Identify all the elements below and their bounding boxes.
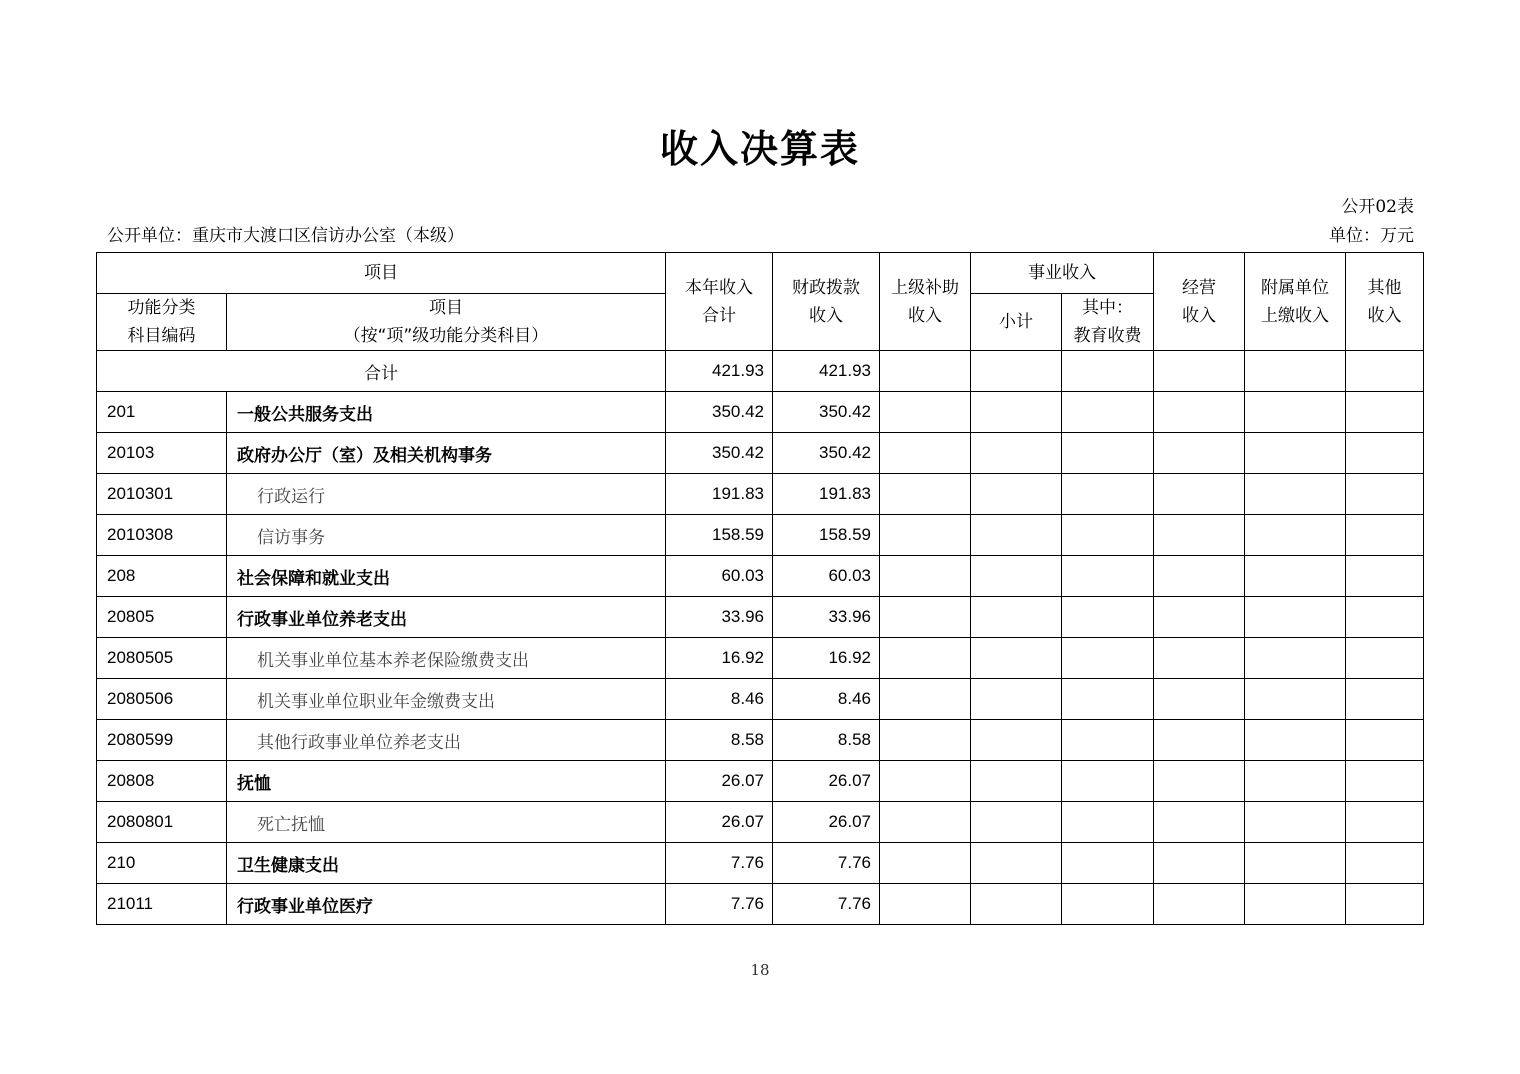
table-row <box>97 597 1424 638</box>
page-number: 18 <box>750 961 770 979</box>
row-code: 2080505 <box>97 638 227 679</box>
table-row <box>97 802 1424 843</box>
table-row <box>97 720 1424 761</box>
table-row <box>97 433 1424 474</box>
row-code: 2010308 <box>97 515 227 556</box>
row-name: 行政事业单位养老支出 <box>227 597 666 638</box>
row-code: 2080801 <box>97 802 227 843</box>
row-name: 机关事业单位基本养老保险缴费支出 <box>227 638 666 679</box>
row-code: 208 <box>97 556 227 597</box>
row-name: 政府办公厅（室）及相关机构事务 <box>227 433 666 474</box>
total-label: 合计 <box>97 351 666 392</box>
header-item: 项目 <box>97 253 666 294</box>
row-name: 死亡抚恤 <box>227 802 666 843</box>
row-name: 信访事务 <box>227 515 666 556</box>
row-fiscal: 158.59 <box>773 515 880 556</box>
row-code: 20808 <box>97 761 227 802</box>
row-total: 191.83 <box>666 474 773 515</box>
row-name: 其他行政事业单位养老支出 <box>227 720 666 761</box>
row-code: 21011 <box>97 884 227 925</box>
row-fiscal: 7.76 <box>773 843 880 884</box>
table-row <box>97 884 1424 925</box>
table-row <box>97 679 1424 720</box>
row-code: 2010301 <box>97 474 227 515</box>
row-fiscal: 16.92 <box>773 638 880 679</box>
row-total: 7.76 <box>666 884 773 925</box>
row-fiscal: 26.07 <box>773 761 880 802</box>
row-code: 210 <box>97 843 227 884</box>
row-name: 社会保障和就业支出 <box>227 556 666 597</box>
table-row <box>97 556 1424 597</box>
row-name: 卫生健康支出 <box>227 843 666 884</box>
total-fiscal: 421.93 <box>773 351 880 392</box>
row-fiscal: 8.46 <box>773 679 880 720</box>
header-edu: 其中： 教育收费 <box>1062 294 1154 351</box>
reporting-unit: 公开单位：重庆市大渡口区信访办公室（本级） <box>107 226 464 246</box>
row-total: 8.58 <box>666 720 773 761</box>
row-total: 158.59 <box>666 515 773 556</box>
row-code: 2080599 <box>97 720 227 761</box>
header-business: 事业收入 <box>971 253 1154 294</box>
row-name: 行政运行 <box>227 474 666 515</box>
row-name: 抚恤 <box>227 761 666 802</box>
table-row <box>97 474 1424 515</box>
page-title: 收入决算表 <box>659 127 860 171</box>
row-fiscal: 33.96 <box>773 597 880 638</box>
header-total: 本年收入 合计 <box>666 253 773 351</box>
form-number: 公开02表 <box>1341 197 1414 217</box>
row-fiscal: 191.83 <box>773 474 880 515</box>
total-income: 421.93 <box>666 351 773 392</box>
table-row <box>97 638 1424 679</box>
header-superior: 上级补助 收入 <box>880 253 971 351</box>
row-name: 行政事业单位医疗 <box>227 884 666 925</box>
row-total: 8.46 <box>666 679 773 720</box>
row-fiscal: 26.07 <box>773 802 880 843</box>
row-fiscal: 350.42 <box>773 392 880 433</box>
row-fiscal: 60.03 <box>773 556 880 597</box>
row-total: 60.03 <box>666 556 773 597</box>
row-fiscal: 350.42 <box>773 433 880 474</box>
header-subtotal: 小计 <box>971 294 1062 351</box>
header-row-1 <box>97 253 1424 294</box>
table-row <box>97 843 1424 884</box>
row-fiscal: 7.76 <box>773 884 880 925</box>
row-code: 20805 <box>97 597 227 638</box>
row-total: 350.42 <box>666 392 773 433</box>
header-fiscal: 财政拨款 收入 <box>773 253 880 351</box>
header-code: 功能分类 科目编码 <box>97 294 227 351</box>
row-total: 33.96 <box>666 597 773 638</box>
table-row <box>97 515 1424 556</box>
total-row <box>97 351 1424 392</box>
row-code: 20103 <box>97 433 227 474</box>
row-total: 16.92 <box>666 638 773 679</box>
row-code: 2080506 <box>97 679 227 720</box>
table-row <box>97 392 1424 433</box>
income-table <box>96 252 1424 925</box>
row-name: 机关事业单位职业年金缴费支出 <box>227 679 666 720</box>
header-affiliate: 附属单位 上缴收入 <box>1245 253 1346 351</box>
row-total: 26.07 <box>666 802 773 843</box>
header-other: 其他 收入 <box>1346 253 1424 351</box>
row-fiscal: 8.58 <box>773 720 880 761</box>
row-total: 26.07 <box>666 761 773 802</box>
row-code: 201 <box>97 392 227 433</box>
row-total: 350.42 <box>666 433 773 474</box>
table-row <box>97 761 1424 802</box>
header-operating: 经营 收入 <box>1154 253 1245 351</box>
row-name: 一般公共服务支出 <box>227 392 666 433</box>
header-name: 项目 （按“项”级功能分类科目） <box>227 294 666 351</box>
row-total: 7.76 <box>666 843 773 884</box>
currency-unit: 单位：万元 <box>1329 226 1414 246</box>
